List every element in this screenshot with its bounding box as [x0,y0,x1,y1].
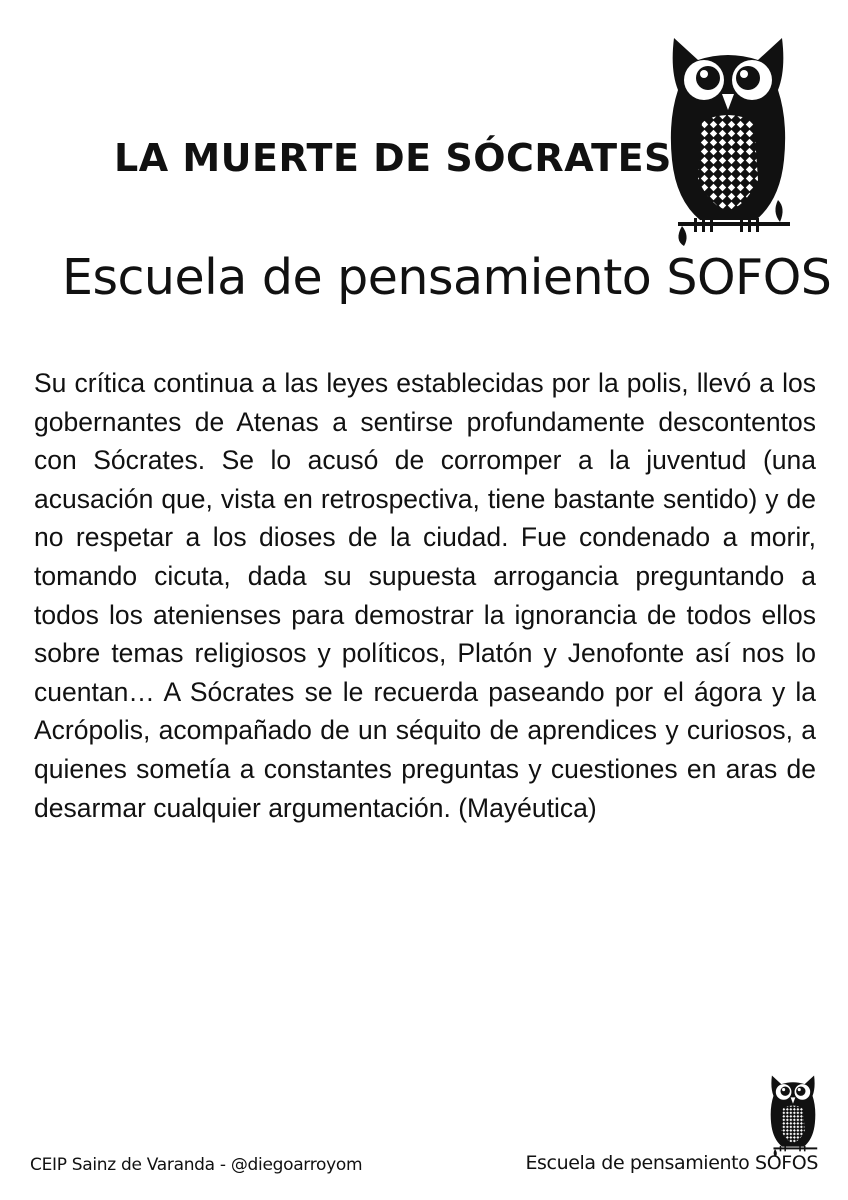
body-paragraph: Su crítica continua a las leyes establecidas por la polis, llevó a los gobernantes de Atenas a sentirse profundamente descontentos con Sócrates. Se lo acusó de corromper a la juventud (una acusación que, vista en retrospectiva, tiene bastante sentido) y de no respetar a los dioses de la ciudad. Fue condenado a morir, tomando cicuta, dada su supuesta arrogancia preguntando a todos los atenienses para demostrar la ignorancia de todos ellos sobre temas religiosos y políticos, Platón y Jenofonte así nos lo cuentan… A Sócrates se le recuerda paseando por el ágora y la Acrópolis, acompañado de un séquito de aprendices y curiosos, a quienes sometía a constantes preguntas y cuestiones en aras de desarmar cualquier argumentación. (Mayéutica) [34,368,816,823]
owl-logo-icon [664,30,792,248]
footer-school-name: Escuela de pensamiento SOFOS [525,1152,818,1174]
footer-credit: CEIP Sainz de Varanda - @diegoarroyom [30,1155,363,1175]
page-title: LA MUERTE DE SÓCRATES [114,136,672,180]
subtitle: Escuela de pensamiento SOFOS [62,249,832,306]
owl-small-icon [768,1072,818,1158]
